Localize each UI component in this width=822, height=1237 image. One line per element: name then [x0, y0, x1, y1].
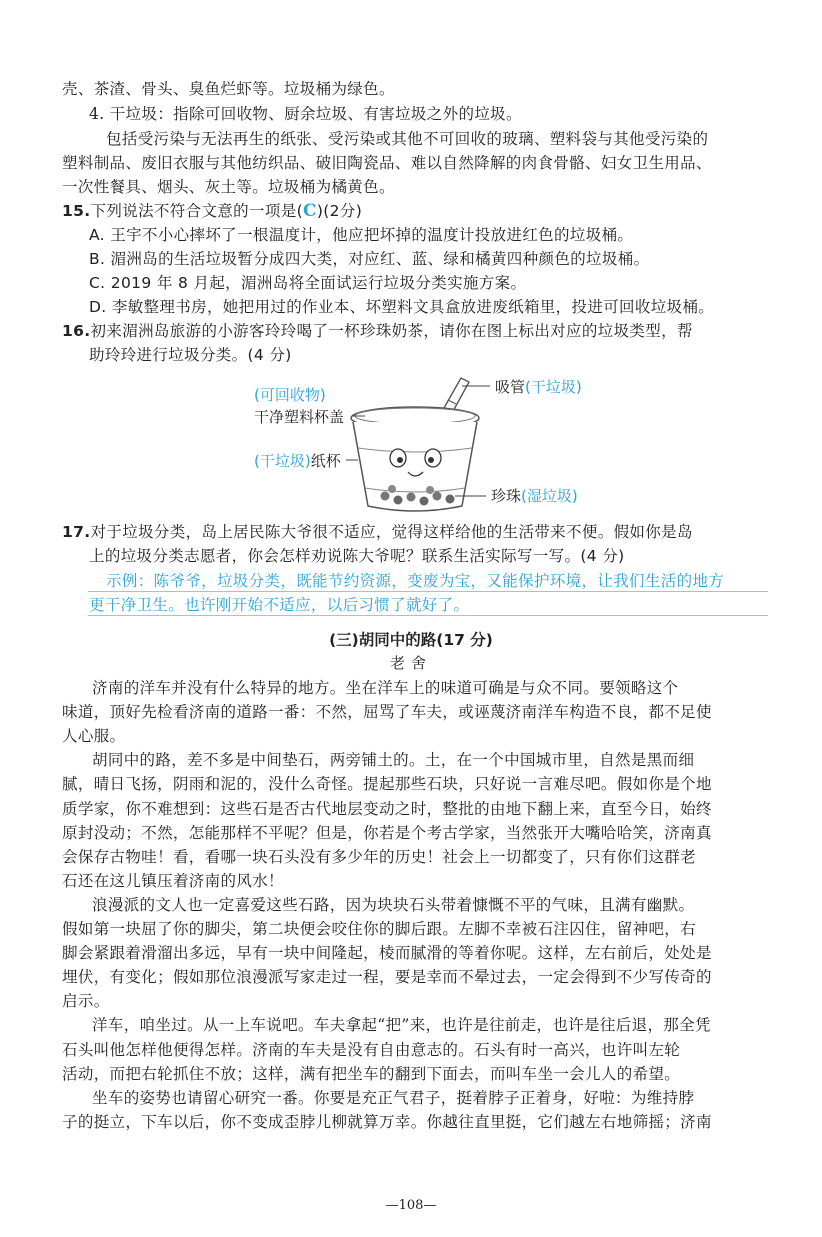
milk-tea-diagram	[240, 370, 660, 520]
passage-line: 石还在这儿镇压着济南的风水！	[62, 871, 284, 890]
option-a: A. 王宇不小心摔坏了一根温度计，他应把坏掉的温度计投放进红色的垃圾桶。	[89, 226, 634, 244]
question-score: )(2分)	[316, 202, 363, 220]
intro-desc-line: 一次性餐具、烟头、灰土等。垃圾桶为橘黄色。	[62, 178, 395, 196]
answer-text: (湿垃圾)	[521, 487, 578, 505]
question-number: 15.	[62, 202, 91, 220]
section-title: (三)胡同中的路(17 分)	[329, 631, 493, 649]
passage-line: 味道，顶好先检看济南的道路一番：不然，屈骂了车夫，或诬蔑济南洋车构造不良，都不足使	[62, 703, 712, 722]
passage-line: 活动，而把右轮抓住不放；这样，满有把坐车的翻到下面去，而叫车坐一会儿人的希望。	[62, 1064, 681, 1083]
question-text: 对于垃圾分类，岛上居民陈大爷很不适应，觉得这样给他的生活带来不便。假如你是岛	[90, 523, 693, 541]
passage-line: 浪漫派的文人也一定喜爱这些石路，因为块块石头带着慷慨不平的气味，且满有幽默。	[92, 895, 695, 914]
lid-answer	[254, 384, 326, 405]
intro-desc-line: 塑料制品、废旧衣服与其他纺织品、破旧陶瓷品、难以自然降解的肉食骨骼、妇女卫生用品、	[62, 154, 712, 172]
passage-line: 启示。	[62, 992, 110, 1011]
answer-text: (可回收物)	[254, 386, 326, 404]
passage-line: 胡同中的路，差不多是中间垫石，两旁铺土的。土，在一个中国城市里，自然是黑而细	[92, 751, 695, 770]
passage-line: 原封没动；不然，怎能那样不平呢？但是，你若是个考古学家，当然张开大嘴哈哈笑，济南真	[62, 823, 712, 842]
answer-line: 更干净卫生。也许刚开始不适应，以后习惯了就好了。	[89, 596, 470, 614]
question-text: 下列说法不符合文意的一项是(	[90, 202, 303, 220]
author-name: 老舍	[389, 654, 432, 672]
option-b: B. 湄洲岛的生活垃圾暂分成四大类，对应红、蓝、绿和橘黄四种颜色的垃圾桶。	[89, 250, 650, 268]
answer-choice: C	[302, 201, 317, 221]
page-number: —108—	[385, 1198, 437, 1213]
passage-line: 人心服。	[62, 727, 126, 746]
passage-line: 会保存古物哇！看，看哪一块石头没有多少年的历史！社会上一切都变了，只有你们这群老	[62, 847, 697, 866]
passage-line: 济南的洋车并没有什么特异的地方。坐在洋车上的味道可确是与众不同。要领略这个	[92, 679, 679, 697]
passage-line: 假如第一块屈了你的脚尖，第二块便会咬住你的脚后跟。左脚不幸被石注囚住，留神吧，右	[62, 920, 697, 938]
passage-line: 子的挺立，下车以后，你不变成歪脖儿柳就算万幸。你越往直里挺，它们越左右地筛摇；济南	[62, 1112, 712, 1131]
pearl-label	[491, 485, 578, 506]
question-17-stem	[62, 521, 693, 543]
passage-line: 石头叫他怎样他便得怎样。济南的车夫是没有自由意志的。石头有时一高兴，也许叫左轮	[62, 1040, 681, 1059]
answer-underline	[88, 591, 768, 592]
answer-text: (干垃圾)	[254, 452, 311, 470]
intro-item-4: 4. 干垃圾：指除可回收物、厨余垃圾、有害垃圾之外的垃圾。	[89, 105, 522, 123]
answer-text: (干垃圾)	[525, 378, 582, 396]
answer-underline	[88, 615, 768, 616]
question-16-stem	[62, 320, 693, 342]
lid-label: 干净塑料杯盖	[254, 408, 345, 426]
intro-line: 壳、茶渣、骨头、臭鱼烂虾等。垃圾桶为绿色。	[62, 80, 395, 98]
question-text: 初来湄洲岛旅游的小游客玲玲喝了一杯珍珠奶茶，请你在图上标出对应的垃圾类型，帮	[90, 322, 693, 340]
question-number: 16.	[62, 322, 91, 340]
intro-desc-line: 包括受污染与无法再生的纸张、受污染或其他不可回收的玻璃、塑料袋与其他受污染的	[106, 130, 709, 148]
question-text: 助玲玲进行垃圾分类。(4 分)	[89, 346, 292, 364]
option-c: C. 2019 年 8 月起，湄洲岛将全面试运行垃圾分类实施方案。	[89, 274, 527, 292]
label-text: 吸管	[495, 378, 526, 396]
question-number: 17.	[62, 523, 91, 541]
option-d: D. 李敏整理书房，她把用过的作业本、坏塑料文具盒放进废纸箱里，投进可回收垃圾桶。	[89, 298, 715, 316]
question-text: 上的垃圾分类志愿者，你会怎样劝说陈大爷呢？联系生活实际写一写。(4 分)	[89, 547, 625, 565]
question-15-stem	[62, 200, 362, 222]
passage-line: 埋伏，有变化；假如那位浪漫派写家走过一程，要是幸而不晕过去，一定会得到不少写传奇的	[62, 968, 712, 987]
passage-line: 脚会紧跟着滑溜出多远，早有一块中间隆起，棱而腻滑的等着你呢。这样，左右前后，处处是	[62, 944, 712, 963]
passage-line: 腻，晴日飞扬，阴雨和泥的，没什么奇怪。提起那些石块，只好说一言难尽吧。假如你是个地	[62, 775, 712, 794]
passage-line: 质学家，你不难想到：这些石是否古代地层变动之时，整批的由地下翻上来，直至今日，始终	[62, 799, 712, 818]
passage-line: 坐车的姿势也请留心研究一番。你要是充正气君子，挺着脖子正着身，好啦：为维持脖	[92, 1088, 695, 1107]
label-text: 珍珠	[491, 487, 522, 505]
straw-label	[495, 376, 582, 397]
answer-line: 示例：陈爷爷，垃圾分类，既能节约资源，变废为宝，又能保护环境，让我们生活的地方	[106, 572, 725, 590]
cup-label	[254, 450, 341, 471]
label-text: 纸杯	[310, 452, 341, 470]
passage-line: 洋车，咱坐过。从一上车说吧。车夫拿起“把”来，也许是往前走，也许是往后退，那全凭	[92, 1016, 711, 1035]
